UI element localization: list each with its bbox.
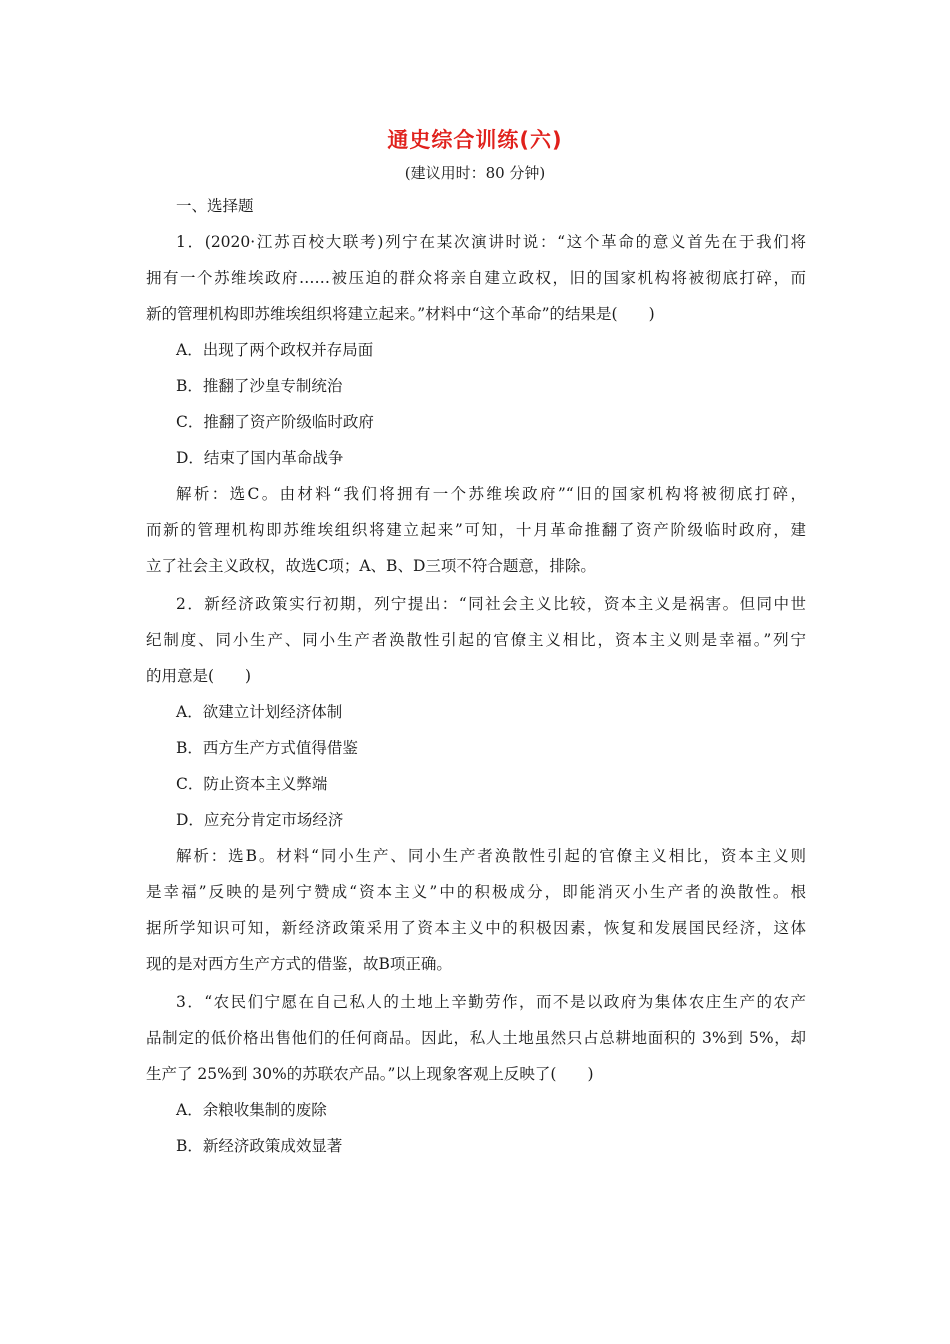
q3-option-a: A．余粮收集制的废除 — [176, 1101, 327, 1119]
q1-analysis-line: 立了社会主义政权，故选C项；A、B、D三项不符合题意，排除。 — [146, 557, 596, 575]
q1-option-c: C．推翻了资产阶级临时政府 — [176, 413, 374, 431]
q3-option-b: B．新经济政策成效显著 — [176, 1137, 343, 1155]
suggested-time: (建议用时：80 分钟) — [404, 164, 546, 182]
q1-analysis-line: 解析：选C。由材料“我们将拥有一个苏维埃政府”“旧的国家机构将被彻底打碎， — [176, 485, 806, 503]
q2-stem-line: 2．新经济政策实行初期，列宁提出：“同社会主义比较，资本主义是祸害。但同中世 — [176, 595, 806, 613]
section-heading: 一、选择题 — [176, 197, 254, 215]
q1-stem-line: 拥有一个苏维埃政府……被压迫的群众将亲自建立政权，旧的国家机构将被彻底打碎，而 — [146, 269, 806, 287]
q1-stem-line: 新的管理机构即苏维埃组织将建立起来。”材料中“这个革命”的结果是( ) — [146, 305, 655, 323]
q2-analysis-line: 现的是对西方生产方式的借鉴，故B项正确。 — [146, 955, 452, 973]
q3-stem-line: 品制定的低价格出售他们的任何商品。因此，私人土地虽然只占总耕地面积的 3%到 5%，却 — [146, 1029, 806, 1047]
q2-analysis-line: 解析：选B。材料“同小生产、同小生产者涣散性引起的官僚主义相比，资本主义则 — [176, 847, 806, 865]
q1-stem-line: 1．(2020·江苏百校大联考)列宁在某次演讲时说：“这个革命的意义首先在于我们将 — [176, 233, 806, 251]
q1-option-b: B．推翻了沙皇专制统治 — [176, 377, 343, 395]
q3-stem-line: 生产了 25%到 30%的苏联农产品。”以上现象客观上反映了( ) — [146, 1065, 594, 1083]
q3-stem-line: 3．“农民们宁愿在自己私人的土地上辛勤劳作，而不是以政府为集体农庄生产的农产 — [176, 993, 806, 1011]
q2-option-a: A．欲建立计划经济体制 — [176, 703, 343, 721]
q2-option-d: D．应充分肯定市场经济 — [176, 811, 344, 829]
q2-option-b: B．西方生产方式值得借鉴 — [176, 739, 358, 757]
q2-analysis-line: 据所学知识可知，新经济政策采用了资本主义中的积极因素，恢复和发展国民经济，这体 — [146, 919, 806, 937]
q2-analysis-line: 是幸福”反映的是列宁赞成“资本主义”中的积极成分，即能消灭小生产者的涣散性。根 — [146, 883, 806, 901]
q1-option-d: D．结束了国内革命战争 — [176, 449, 344, 467]
q1-analysis-line: 而新的管理机构即苏维埃组织将建立起来”可知，十月革命推翻了资产阶级临时政府，建 — [146, 521, 806, 539]
q2-stem-line: 的用意是( ) — [146, 667, 252, 685]
q1-option-a: A．出现了两个政权并存局面 — [176, 341, 374, 359]
page-title: 通史综合训练(六) — [387, 128, 563, 152]
q2-option-c: C．防止资本主义弊端 — [176, 775, 328, 793]
q2-stem-line: 纪制度、同小生产、同小生产者涣散性引起的官僚主义相比，资本主义则是幸福。”列宁 — [146, 631, 806, 649]
